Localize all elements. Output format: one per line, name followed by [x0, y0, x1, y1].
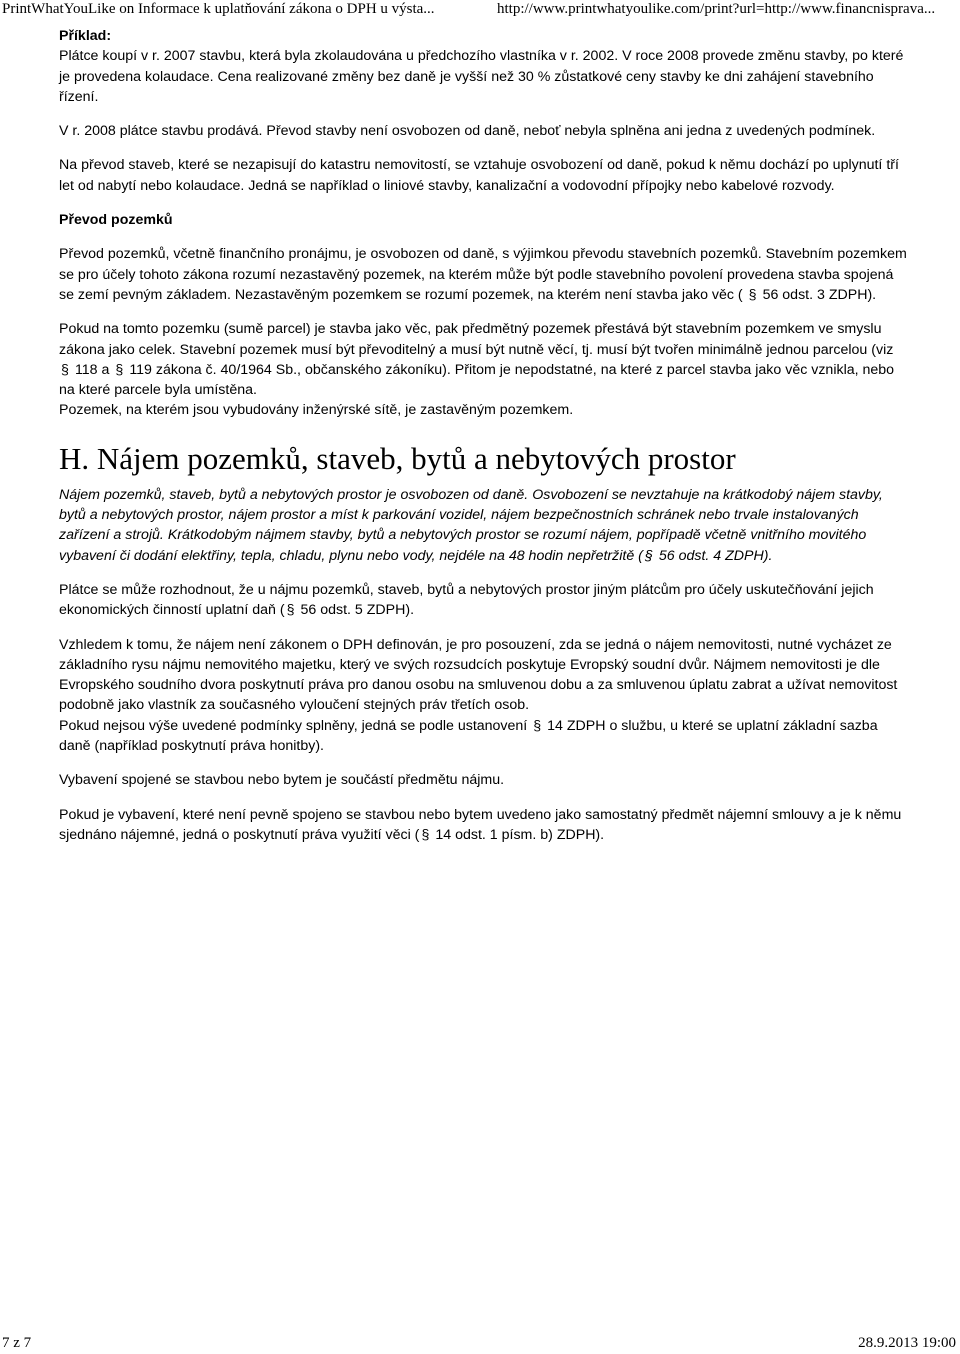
print-datetime: 28.9.2013 19:00 — [858, 1335, 956, 1351]
document-body — [59, 26, 909, 845]
example-heading: Příklad: — [59, 28, 112, 44]
example-paragraph-1: Plátce koupí v r. 2007 stavbu, která byla zkolaudována u předchozího vlastníka v r. 2002. V roce 2008 provede změnu stavby, po které je provedena kolaudace. Cena realizované změny bez daně je vyšší než 30 % zůstatkové ceny stavby ke dni zahájení stavebního řízení. — [59, 48, 904, 105]
section-symbol: § — [748, 286, 757, 303]
print-footer — [0, 1334, 960, 1354]
transfer-land-heading: Převod pozemků — [59, 212, 173, 229]
section-h-paragraph-4: Pokud nejsou výše uvedené podmínky splněny, jedná se podle ustanovení § 14 ZDPH o službu, u které se uplatní základní sazba daně (například poskytnutí práva honitby). — [59, 717, 878, 755]
example-paragraph-2: V r. 2008 plátce stavbu prodává. Převod stavby není osvobozen od daně, neboť nebyla splněna ani jedna z uvedených podmínek. — [59, 123, 876, 140]
section-symbol: § — [421, 826, 430, 843]
section-symbol: § — [533, 717, 542, 734]
section-h-paragraph-5: Vybavení spojené se stavbou nebo bytem je součástí předmětu nájmu. — [59, 772, 505, 789]
section-h-paragraph-3: Vzhledem k tomu, že nájem není zákonem o DPH definován, je pro posouzení, zda se jedná o nájem nemovitosti, nutné vycházet ze základního rysu nájmu nemovitého majetku, který ve svých rozsudcích poskytuje Evropský soudní dvůr. Nájmem nemovitosti je dle Evropského soudního dvora poskytnutí práva pro danou osobu na smluvenou dobu a za smluvenou úplatu zabrat a užívat nemovitost podobně jako vlastník za současného vyloučení stejných práv třetích osob. — [59, 636, 898, 714]
section-h-title: H. Nájem pozemků, staveb, bytů a nebytových prostor — [59, 440, 736, 476]
section-symbol: § — [115, 361, 124, 378]
section-symbol: § — [644, 547, 653, 564]
section-symbol: § — [61, 361, 69, 378]
section-symbol: § — [286, 602, 295, 619]
section-h-paragraph-6: Pokud je vybavení, které není pevně spojeno se stavbou nebo bytem uvedeno jako samostatný předmět nájemní smlouvy a je k němu sjednáno nájemné, jedná o poskytnutí práva využití věci ( § 14 odst. 1 písm. b) ZDPH). — [59, 805, 909, 846]
transfer-land-paragraph-1: Převod pozemků, včetně finančního pronájmu, je osvobozen od daně, s výjimkou převodu stavebních pozemků. Stavebním pozemkem se pro účely tohoto zákona rozumí nezastavěný pozemek, na kterém může být podle stavebního povolení provedena stavba spojená se zemí pevným základem. Nezastavěným pozemkem se rozumí pozemek, na kterém není stavba jako věc ( § 56 odst. 3 ZDPH). — [59, 244, 909, 305]
page-counter: 7 z 7 — [2, 1335, 32, 1351]
transfer-buildings-paragraph: Na převod staveb, které se nezapisují do katastru nemovitostí, se vztahuje osvobození od daně, pokud k němu dochází po uplynutí tří let od nabytí nebo kolaudace. Jedná se například o liniové stavby, kanalizační a vodovodní přípojky nebo kabelové rozvody. — [59, 157, 899, 194]
header-url: http://www.printwhatyoulike.com/print?url=http://www.financnisprava... — [497, 1, 936, 17]
section-h-paragraph-2: Plátce se může rozhodnout, že u nájmu pozemků, staveb, bytů a nebytových prostor jiným plátcům pro účely uskutečňování jejich ekonomických činností uplatní daň ( § 56 odst. 5 ZDPH). — [59, 580, 909, 621]
section-h-paragraph-1: Nájem pozemků, staveb, bytů a nebytových prostor je osvobozen od daně. Osvobození se nevztahuje na krátkodobý nájem stavby, bytů a nebytových prostor, nájem prostor a míst k parkování vozidel, nájem bezpečnostních schránek nebo trvale instalovaných zařízení a strojů. Krátkodobým nájmem stavby, bytů a nebytových prostor se rozumí nájem, popřípadě včetně vnitřního movitého vybavení či dodání elektřiny, tepla, chladu, plynu nebo vody, nejdéle na 48 hodin nepřetržitě ( § 56 odst. 4 ZDPH). — [59, 485, 909, 566]
header-title: PrintWhatYouLike on Informace k uplatňování zákona o DPH u výsta... — [2, 1, 435, 17]
transfer-land-paragraph-2: Pokud na tomto pozemku (sumě parcel) je stavba jako věc, pak předmětný pozemek přestává být stavebním pozemkem ve smyslu zákona jako celek. Stavební pozemek musí být převoditelný a musí být nutně věcí, tj. musí být tvořen minimálně jednou parcelou (viz § 118 a § 119 zákona č. 40/1964 Sb., občanského zákoníku). Přitom je nepodstatné, na které z parcel stavba jako věc vznikla, nebo na které parcele byla umístěna. — [59, 321, 895, 399]
transfer-land-paragraph-3: Pozemek, na kterém jsou vybudovány inženýrské sítě, je zastavěným pozemkem. — [59, 402, 574, 419]
print-header — [0, 0, 960, 20]
